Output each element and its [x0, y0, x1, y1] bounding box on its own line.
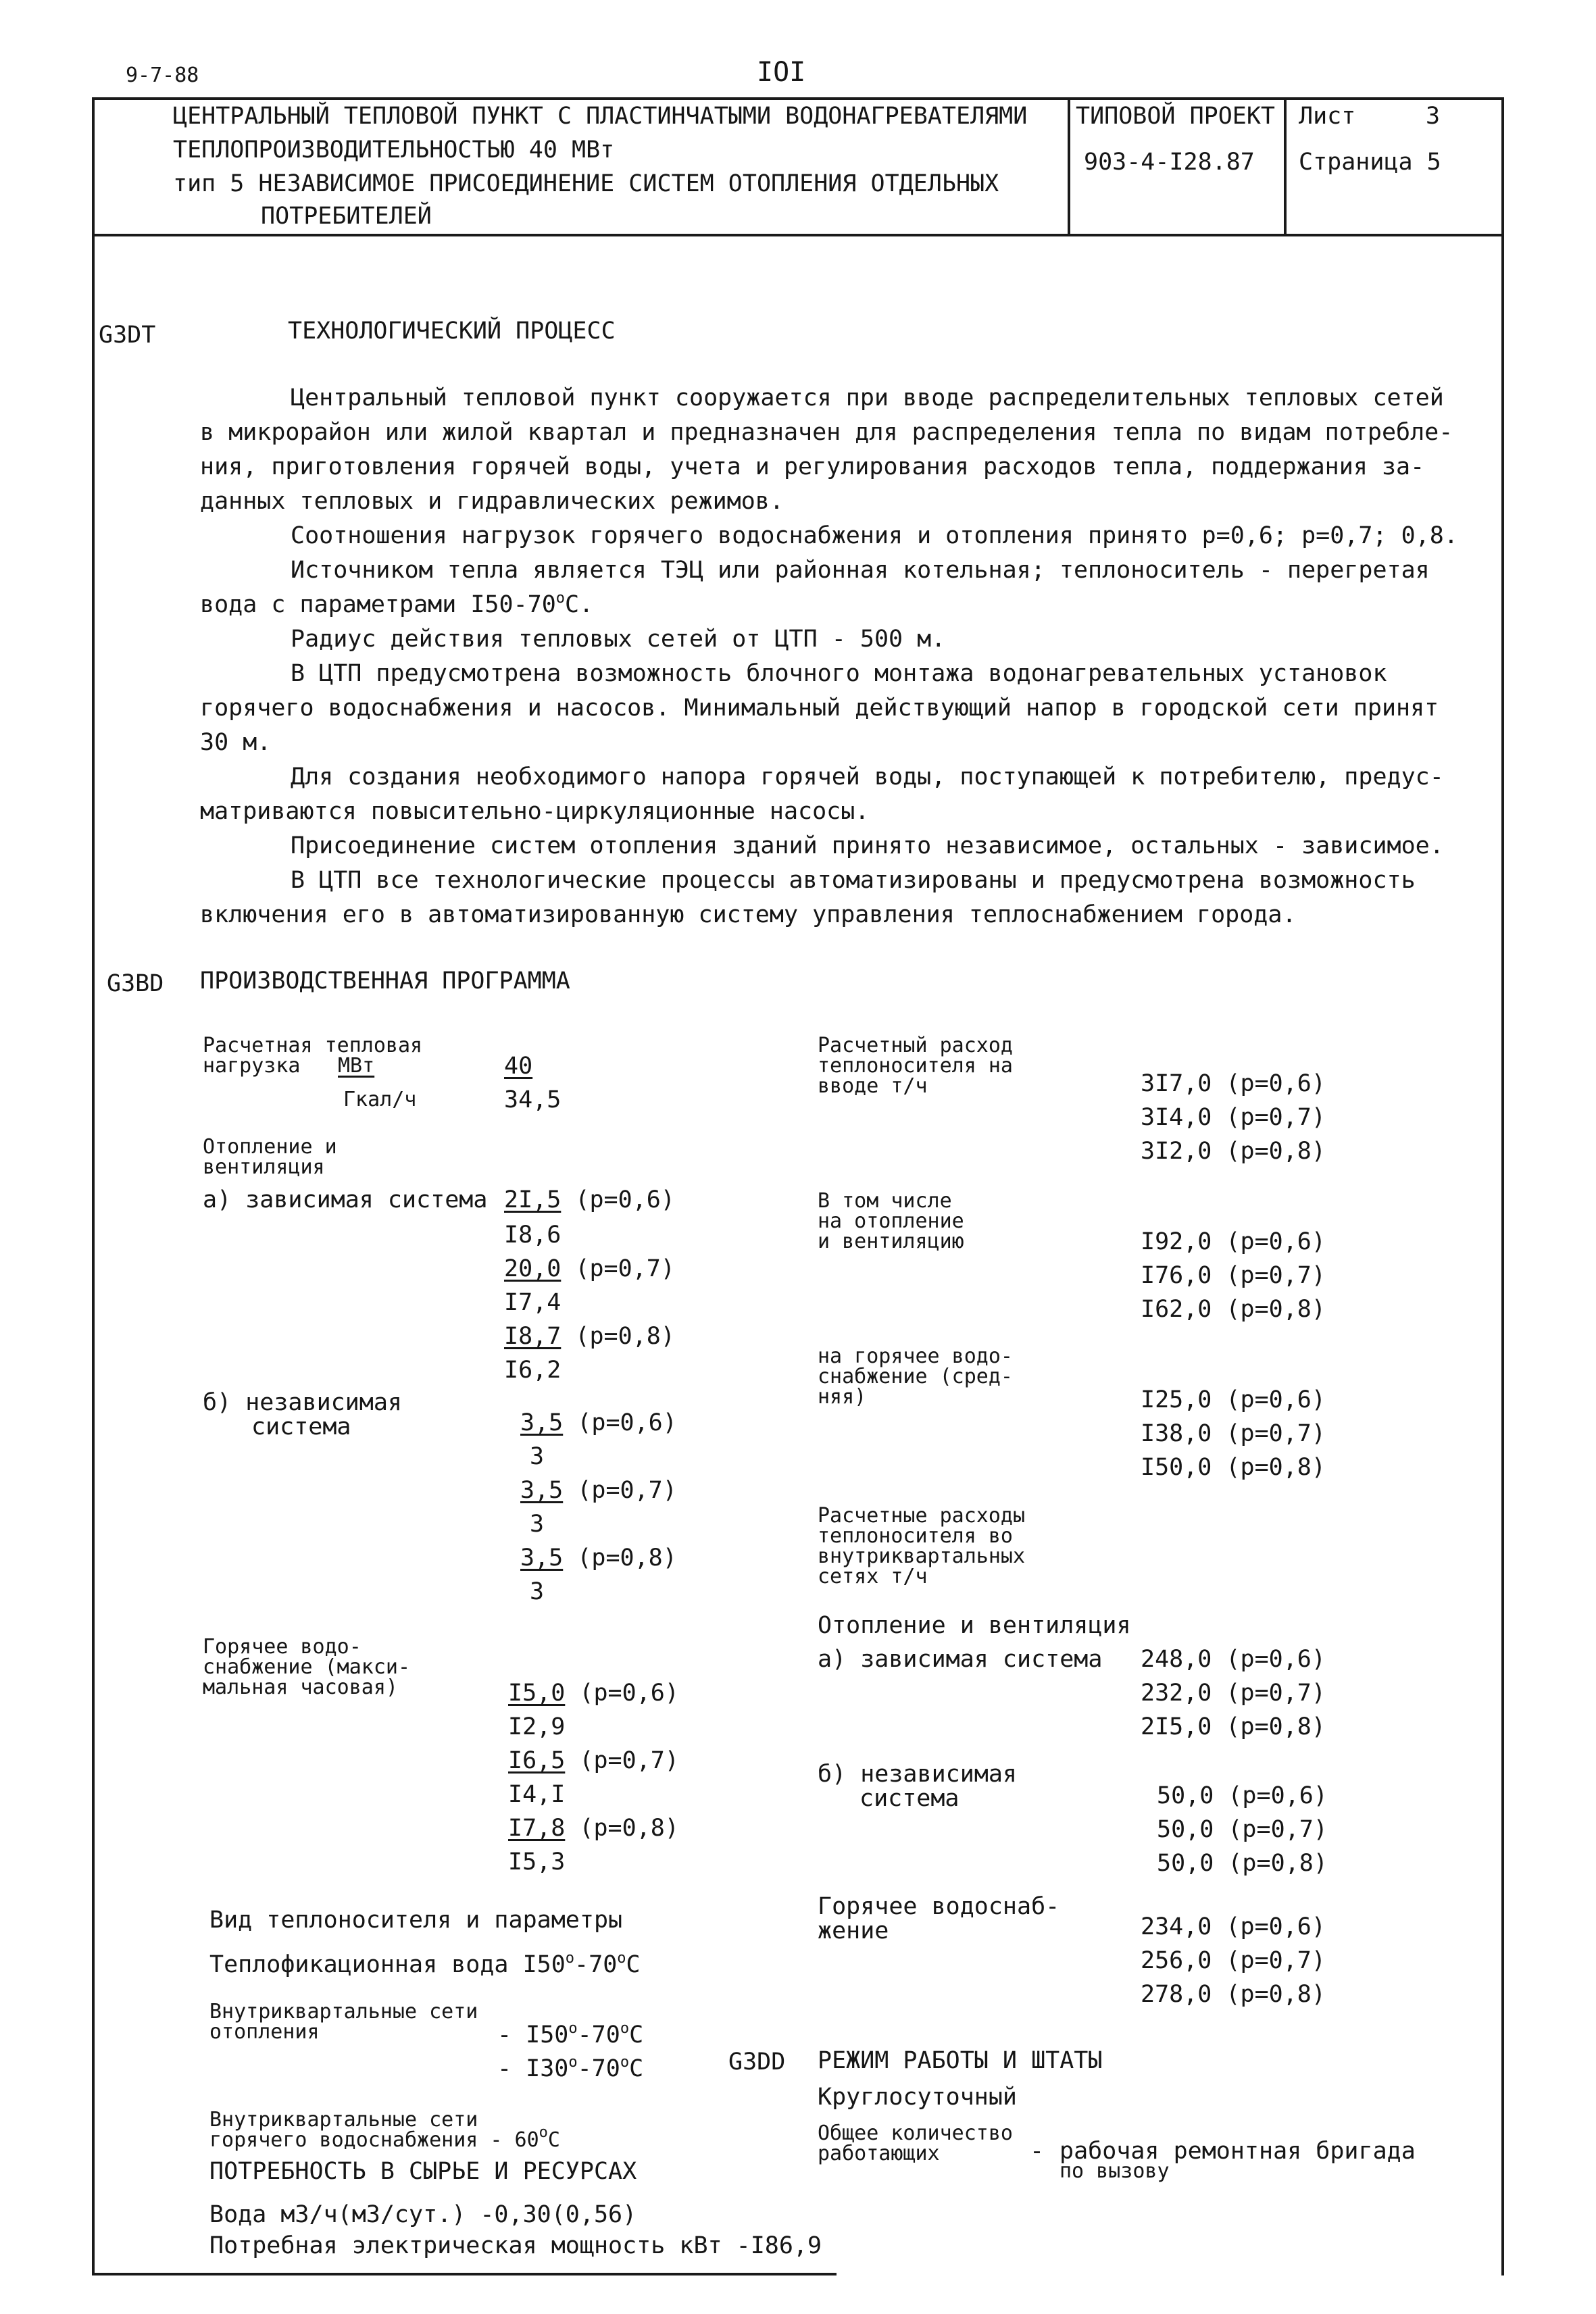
intra-heating-v2-text: - I30 — [497, 2055, 569, 2082]
staff-dash: - — [1030, 2138, 1045, 2165]
sheet-number: 3 — [1426, 103, 1441, 130]
project-number: 903-4-I28.87 — [1084, 149, 1255, 176]
frame-left — [92, 97, 95, 2275]
header-divider-1 — [1068, 97, 1070, 235]
process-line: горячего водоснабжения и насосов. Минимальный действующий напор в городской сети принят — [200, 695, 1439, 722]
value-mw: I7,8 — [508, 1815, 566, 1842]
heating-title-1: Отопление и — [203, 1135, 337, 1159]
process-line: включения его в автоматизированную систему управления теплоснабжением города. — [200, 901, 1297, 928]
load-mw-value: 40 — [504, 1053, 533, 1080]
program-section-code: G3BD — [107, 970, 164, 997]
frame-right — [1501, 97, 1504, 2275]
process-line: Для создания необходимого напора горячей воды, поступающей к потребителю, предус- — [291, 763, 1444, 790]
hwavg-2: снабжение (сред- — [818, 1365, 1013, 1388]
page-label: Страница 5 — [1299, 149, 1441, 176]
staff-section-title: РЕЖИМ РАБОТЫ И ШТАТЫ — [818, 2047, 1103, 2074]
intra-title-2: теплоносителя во — [818, 1524, 1013, 1548]
incl-value: I76,0 (р=0,7) — [1141, 1262, 1326, 1289]
dependent-value — [504, 1185, 675, 1215]
hw-label-1: Горячее водо- — [203, 1635, 361, 1659]
staff-section-code: G3DD — [728, 2048, 786, 2076]
process-line-text: вода с параметрами I50-70 — [200, 591, 556, 618]
independent-value — [520, 1476, 677, 1505]
dep-label: а) зависимая система — [818, 1646, 1103, 1673]
independent-gcal: 3 — [530, 1511, 545, 1538]
intra-heating-v1-tail: -70 — [577, 2021, 620, 2048]
process-line: матриваются повысительно-циркуляционные насосы. — [200, 798, 870, 825]
hwavg-1: на горячее водо- — [818, 1344, 1013, 1368]
degree-mark: о — [617, 1950, 626, 1967]
process-line: в микрорайон или жилой квартал и предназначен для распределения тепла по видам потребле- — [200, 419, 1453, 446]
frame-bottom — [92, 2273, 837, 2275]
process-section-title: ТЕХНОЛОГИЧЕСКИЙ ПРОЦЕСС — [288, 318, 616, 345]
process-section-code: G3DT — [99, 322, 156, 349]
page-number: IOI — [757, 57, 806, 88]
hwr-label-2: жение — [818, 1917, 889, 1944]
value-p: (р=0,8) — [577, 1544, 677, 1571]
process-line: Присоединение систем отопления зданий принято независимое, остальных - зависимое. — [291, 832, 1444, 859]
independent-label-2: система — [251, 1413, 351, 1440]
header-bottom-rule — [92, 234, 1504, 236]
staff-count-label-1: Общее количество — [818, 2121, 1013, 2145]
staff-count-value-2: по вызову — [1059, 2159, 1170, 2183]
independent-label-1: б) независимая — [203, 1389, 403, 1416]
deg-c: С — [547, 2128, 560, 2152]
carrier-title: Вид теплоносителя и параметры — [209, 1907, 623, 1934]
program-section-title: ПРОИЗВОДСТВЕННАЯ ПРОГРАММА — [200, 967, 570, 995]
hwr-value: 278,0 (р=0,8) — [1141, 1981, 1326, 2008]
flow-title-1: Расчетный расход — [818, 1034, 1013, 1057]
hw-value — [508, 1678, 679, 1708]
hwr-label-1: Горячее водоснаб- — [818, 1893, 1060, 1920]
value-p: (р=0,8) — [579, 1815, 679, 1842]
staff-count-value-1: рабочая ремонтная бригада — [1059, 2138, 1416, 2165]
degree-mark: о — [565, 1950, 575, 1967]
degree-mark: о — [568, 2054, 578, 2071]
process-line: В ЦТП все технологические процессы автоматизированы и предусмотрена возможность — [291, 867, 1416, 894]
hwr-value: 256,0 (р=0,7) — [1141, 1947, 1326, 1974]
process-line: 30 м. — [200, 729, 272, 756]
load-label-2: нагрузка — [203, 1054, 301, 1078]
incl-2: на отопление — [818, 1209, 964, 1233]
hwavg-3: няя) — [818, 1385, 867, 1409]
value-p: (р=0,7) — [579, 1747, 679, 1774]
intra-title-3: внутриквартальных — [818, 1544, 1026, 1568]
heating-title-2: вентиляция — [203, 1155, 325, 1179]
value-mw: 3,5 — [520, 1477, 564, 1504]
work-mode: Круглосуточный — [818, 2084, 1018, 2111]
sheet-label: Лист — [1299, 103, 1356, 130]
deg-c: С — [626, 1951, 641, 1978]
intra-title-4: сетях т/ч — [818, 1565, 928, 1588]
hwavg-value: I25,0 (р=0,6) — [1141, 1386, 1326, 1413]
hw-value — [508, 1813, 679, 1843]
dependent-gcal: I8,6 — [504, 1222, 562, 1249]
value-p: (р=0,6) — [575, 1186, 675, 1213]
unit-mw: МВт — [338, 1054, 375, 1078]
frame-top — [92, 97, 1504, 100]
intra-heating-v2 — [497, 2054, 643, 2084]
value-p: (р=0,7) — [575, 1255, 675, 1282]
header-divider-2 — [1284, 97, 1287, 235]
intra-heating-v1 — [497, 2020, 643, 2050]
process-line: Радиус действия тепловых сетей от ЦТП - 500 м. — [291, 626, 946, 653]
process-line: ния, приготовления горячей воды, учета и регулирования расходов тепла, поддержания за- — [200, 453, 1425, 480]
dep-value: 232,0 (р=0,7) — [1141, 1680, 1326, 1707]
indep-value: 50,0 (р=0,7) — [1157, 1816, 1328, 1843]
independent-value — [520, 1408, 677, 1438]
load-gcal-value: 34,5 — [504, 1086, 562, 1113]
intra-hw-2-text: горячего водоснабжения - 60 — [209, 2128, 539, 2152]
indep-value: 50,0 (р=0,6) — [1157, 1782, 1328, 1809]
incl-3: и вентиляцию — [818, 1230, 964, 1253]
district-water-tail: -70 — [574, 1951, 618, 1978]
hwavg-value: I38,0 (р=0,7) — [1141, 1420, 1326, 1447]
value-mw: 3,5 — [520, 1409, 564, 1436]
intra-heating-2: отопления — [209, 2020, 320, 2044]
hv-title: Отопление и вентиляция — [818, 1612, 1131, 1639]
header-title-line-3: тип 5 НЕЗАВИСИМОЕ ПРИСОЕДИНЕНИЕ СИСТЕМ ОТОПЛЕНИЯ ОТДЕЛЬНЫХ — [173, 170, 999, 197]
document-date: 9-7-88 — [126, 64, 199, 87]
degree-mark: о — [555, 590, 566, 607]
independent-value — [520, 1543, 677, 1573]
independent-gcal: 3 — [530, 1443, 545, 1470]
intra-hw-1: Внутриквартальные сети — [209, 2108, 478, 2132]
deg-c: С — [629, 2021, 644, 2048]
process-line: данных тепловых и гидравлических режимов. — [200, 488, 784, 515]
value-mw: I6,5 — [508, 1747, 566, 1774]
hw-label-2: снабжение (макси- — [203, 1655, 411, 1679]
indep-label-2: система — [859, 1785, 959, 1812]
value-mw: 20,0 — [504, 1255, 562, 1282]
hw-label-3: мальная часовая) — [203, 1676, 398, 1699]
process-line — [200, 588, 1470, 622]
degree-mark: о — [620, 2054, 630, 2071]
intra-heating-1: Внутриквартальные сети — [209, 2000, 478, 2023]
dependent-gcal: I6,2 — [504, 1357, 562, 1384]
process-line: Источником тепла является ТЭЦ или районная котельная; теплоноситель - перегретая — [291, 557, 1430, 584]
header-title-line-1: ЦЕНТРАЛЬНЫЙ ТЕПЛОВОЙ ПУНКТ С ПЛАСТИНЧАТЫМИ ВОДОНАГРЕВАТЕЛЯМИ — [173, 103, 1028, 130]
header-title-line-4: ПОТРЕБИТЕЛЕЙ — [261, 203, 432, 230]
flow-value: 3I7,0 (р=0,6) — [1141, 1070, 1326, 1097]
degree-mark: о — [539, 2124, 548, 2141]
intra-heating-v2-tail: -70 — [577, 2055, 620, 2082]
degree-mark: о — [620, 2020, 630, 2037]
process-line: Соотношения нагрузок горячего водоснабжения и отопления принято р=0,6; р=0,7; 0,8. — [291, 522, 1458, 549]
indep-value: 50,0 (р=0,8) — [1157, 1850, 1328, 1877]
staff-count-label-2: работающих — [818, 2142, 940, 2165]
dependent-value — [504, 1322, 675, 1351]
unit-gcal: Гкал/ч — [343, 1088, 417, 1111]
value-mw: I8,7 — [504, 1323, 562, 1350]
flow-title-3: вводе т/ч — [818, 1074, 928, 1098]
flow-title-2: теплоносителя на — [818, 1054, 1013, 1078]
district-water-text: Теплофикационная вода I50 — [209, 1951, 566, 1978]
degree-unit: С. — [565, 591, 594, 618]
dependent-value — [504, 1254, 675, 1284]
hwr-value: 234,0 (р=0,6) — [1141, 1913, 1326, 1940]
dependent-label: а) зависимая система — [203, 1186, 488, 1213]
project-label: ТИПОВОЙ ПРОЕКТ — [1076, 103, 1276, 130]
incl-value: I62,0 (р=0,8) — [1141, 1296, 1326, 1323]
independent-gcal: 3 — [530, 1578, 545, 1605]
dep-value: 248,0 (р=0,6) — [1141, 1646, 1326, 1673]
hw-value — [508, 1746, 679, 1776]
hw-gcal: I5,3 — [508, 1848, 566, 1876]
intra-hw-2 — [209, 2124, 560, 2153]
water-demand: Вода м3/ч(м3/сут.) -0,30(0,56) — [209, 2201, 637, 2228]
power-demand: Потребная электрическая мощность кВт -I86,9 — [209, 2232, 822, 2259]
hw-gcal: I2,9 — [508, 1713, 566, 1740]
value-p: (р=0,8) — [575, 1323, 675, 1350]
deg-c: С — [629, 2055, 644, 2082]
value-p: (р=0,6) — [579, 1680, 679, 1707]
value-p: (р=0,7) — [577, 1477, 677, 1504]
hwavg-value: I50,0 (р=0,8) — [1141, 1454, 1326, 1481]
degree-mark: о — [568, 2020, 578, 2037]
dependent-gcal: I7,4 — [504, 1289, 562, 1316]
dep-value: 2I5,0 (р=0,8) — [1141, 1713, 1326, 1740]
value-mw: I5,0 — [508, 1680, 566, 1707]
district-water — [209, 1950, 641, 1980]
incl-value: I92,0 (р=0,6) — [1141, 1228, 1326, 1255]
indep-label-1: б) независимая — [818, 1761, 1018, 1788]
resources-title: ПОТРЕБНОСТЬ В СЫРЬЕ И РЕСУРСАХ — [209, 2158, 637, 2185]
incl-1: В том числе — [818, 1189, 952, 1213]
hw-gcal: I4,I — [508, 1781, 566, 1808]
value-mw: 2I,5 — [504, 1186, 562, 1213]
flow-value: 3I2,0 (р=0,8) — [1141, 1138, 1326, 1165]
intra-heating-v1-text: - I50 — [497, 2021, 569, 2048]
value-mw: 3,5 — [520, 1544, 564, 1571]
load-label-1: Расчетная тепловая — [203, 1034, 423, 1057]
process-line: Центральный тепловой пункт сооружается при вводе распределительных тепловых сетей — [291, 384, 1444, 411]
header-title-line-2: ТЕПЛОПРОИЗВОДИТЕЛЬНОСТЬЮ 40 МВт — [173, 136, 615, 164]
intra-title-1: Расчетные расходы — [818, 1504, 1026, 1528]
value-p: (р=0,6) — [577, 1409, 677, 1436]
process-text — [200, 381, 1470, 932]
process-line: В ЦТП предусмотрена возможность блочного монтажа водонагревательных установок — [291, 660, 1387, 687]
flow-value: 3I4,0 (р=0,7) — [1141, 1104, 1326, 1131]
